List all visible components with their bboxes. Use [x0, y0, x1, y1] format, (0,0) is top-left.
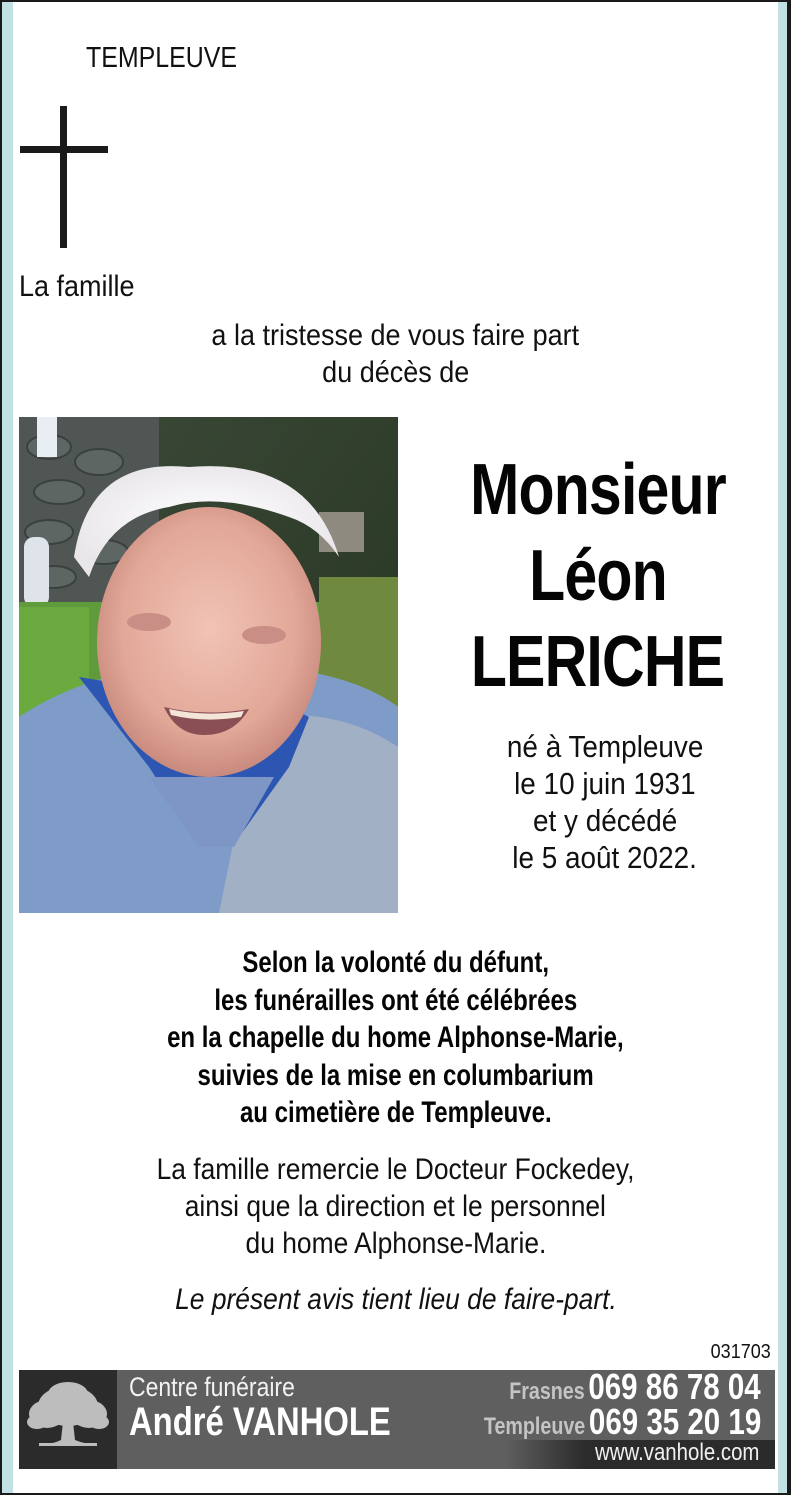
birth-date: le 10 juin 1931 — [514, 766, 696, 801]
acknowledgements — [0, 1151, 791, 1262]
notice-statement: Le présent avis tient lieu de faire-part. — [174, 1283, 617, 1316]
thanks-line: du home Alphonse-Marie. — [245, 1227, 546, 1260]
portrait-image — [19, 417, 398, 913]
cross-icon — [20, 106, 108, 248]
deceased-photo — [19, 417, 398, 913]
thanks-line: ainsi que la direction et le personnel — [184, 1190, 607, 1223]
intro-line-1: a la tristesse de vous faire part — [211, 319, 580, 352]
ceremony-details — [0, 944, 791, 1132]
reference-number: 031703 — [710, 1341, 771, 1363]
funeral-home-logo — [19, 1370, 117, 1469]
ceremony-line: en la chapelle du home Alphonse-Marie, — [167, 1021, 624, 1054]
deceased-title: Monsieur — [470, 450, 726, 530]
deceased-first-name: Léon — [529, 536, 667, 616]
tree-icon — [25, 1378, 111, 1458]
thanks-line: La famille remercie le Docteur Fockedey, — [156, 1153, 635, 1186]
phone-number[interactable]: 069 86 78 04 — [588, 1370, 761, 1407]
death-date: le 5 août 2022. — [512, 840, 698, 875]
funeral-home-name: André VANHOLE — [129, 1400, 391, 1444]
ceremony-line: les funérailles ont été célébrées — [214, 983, 577, 1017]
ceremony-line: Selon la volonté du défunt, — [242, 946, 549, 979]
family-label: La famille — [19, 270, 135, 303]
intro-line-2: du décès de — [321, 356, 470, 389]
birth-place: né à Templeuve — [506, 729, 704, 764]
ceremony-line: suivies de la mise en columbarium — [197, 1058, 594, 1092]
phone-location: Frasnes — [509, 1378, 585, 1405]
ceremony-line: au cimetière de Templeuve. — [239, 1096, 552, 1129]
phone-location: Templeuve — [483, 1413, 585, 1440]
funeral-home-subtitle: Centre funéraire — [129, 1372, 295, 1402]
town-heading: TEMPLEUVE — [86, 42, 238, 74]
deceased-last-name: LERICHE — [471, 622, 725, 702]
funeral-home-banner — [19, 1370, 775, 1469]
phone-number[interactable]: 069 35 20 19 — [588, 1401, 761, 1442]
phone-templeuve[interactable] — [484, 1401, 761, 1443]
left-decorative-strip — [2, 2, 13, 1493]
death-place: et y décédé — [532, 803, 678, 838]
website-link[interactable]: www.vanhole.com — [594, 1439, 759, 1466]
